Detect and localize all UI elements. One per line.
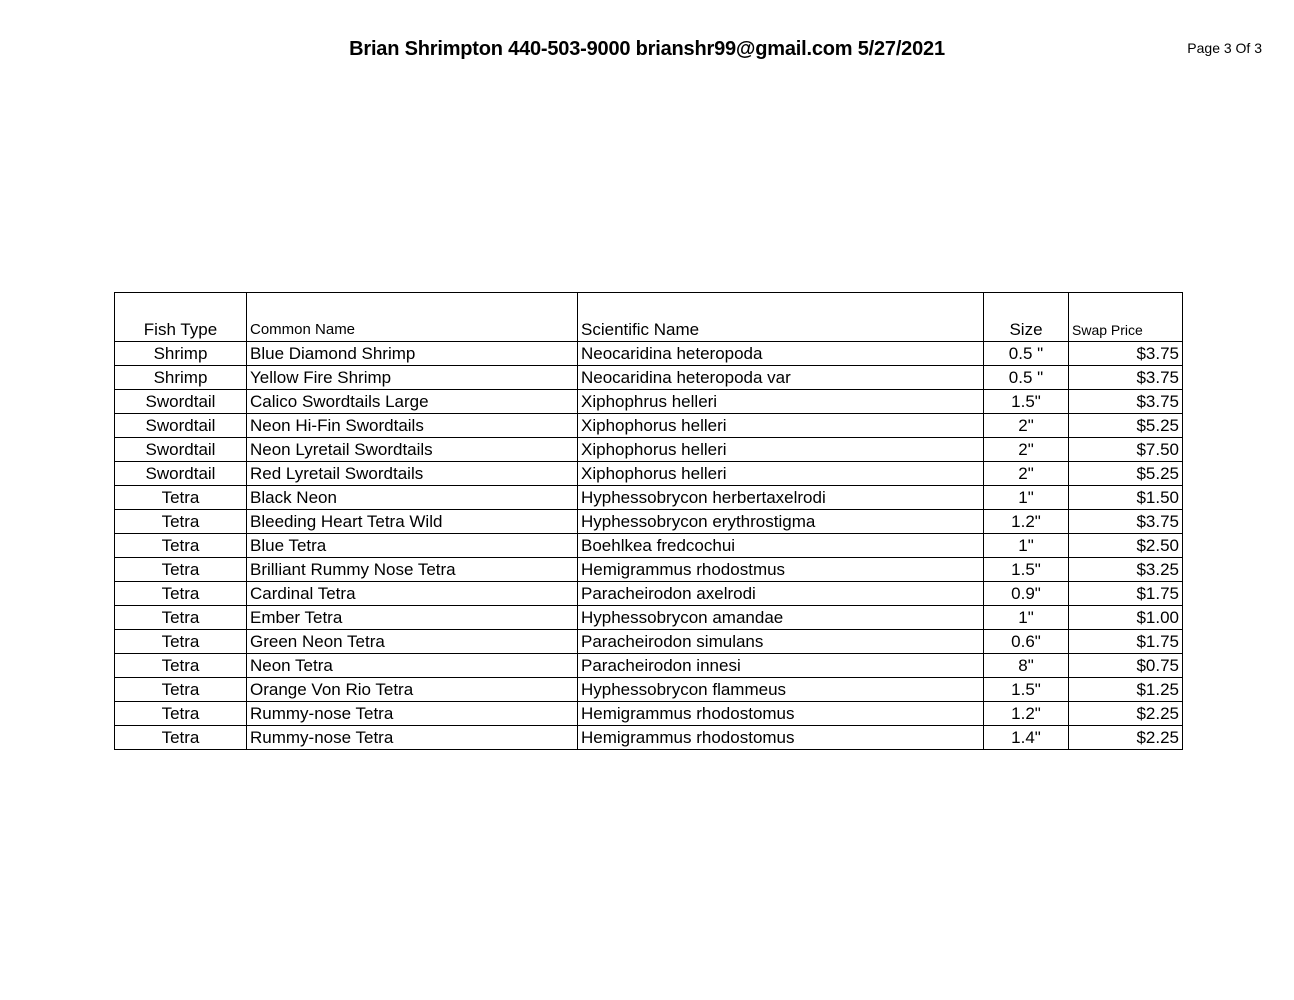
common-name-cell: Neon Tetra — [247, 654, 578, 678]
common-name-cell: Yellow Fire Shrimp — [247, 366, 578, 390]
scientific-name-cell: Xiphophrus helleri — [578, 390, 984, 414]
size-cell: 0.6" — [984, 630, 1069, 654]
swap-price-cell: $3.25 — [1069, 558, 1183, 582]
table-row — [115, 630, 1183, 654]
scientific-name-cell: Hyphessobrycon amandae — [578, 606, 984, 630]
scientific-name-cell: Hemigrammus rhodostomus — [578, 702, 984, 726]
size-cell: 2" — [984, 438, 1069, 462]
scientific-name-cell: Neocaridina heteropoda — [578, 342, 984, 366]
table-row — [115, 390, 1183, 414]
fish-type-cell: Tetra — [115, 582, 247, 606]
size-cell: 0.5 " — [984, 366, 1069, 390]
swap-price-cell: $3.75 — [1069, 366, 1183, 390]
fish-type-cell: Tetra — [115, 702, 247, 726]
table-row — [115, 678, 1183, 702]
common-name-cell: Cardinal Tetra — [247, 582, 578, 606]
size-cell: 1" — [984, 534, 1069, 558]
common-name-cell: Rummy-nose Tetra — [247, 702, 578, 726]
column-header-fish-type: Fish Type — [115, 293, 247, 342]
scientific-name-cell: Paracheirodon innesi — [578, 654, 984, 678]
fish-type-cell: Swordtail — [115, 414, 247, 438]
swap-price-cell: $2.25 — [1069, 726, 1183, 750]
table-row — [115, 702, 1183, 726]
swap-price-cell: $0.75 — [1069, 654, 1183, 678]
scientific-name-cell: Hyphessobrycon herbertaxelrodi — [578, 486, 984, 510]
size-cell: 1" — [984, 606, 1069, 630]
size-cell: 1.4" — [984, 726, 1069, 750]
scientific-name-cell: Xiphophorus helleri — [578, 438, 984, 462]
common-name-cell: Bleeding Heart Tetra Wild — [247, 510, 578, 534]
common-name-cell: Neon Lyretail Swordtails — [247, 438, 578, 462]
common-name-cell: Blue Diamond Shrimp — [247, 342, 578, 366]
swap-price-cell: $3.75 — [1069, 342, 1183, 366]
swap-price-cell: $3.75 — [1069, 510, 1183, 534]
size-cell: 1.2" — [984, 702, 1069, 726]
size-cell: 1.5" — [984, 558, 1069, 582]
fish-type-cell: Swordtail — [115, 438, 247, 462]
table-row — [115, 558, 1183, 582]
column-header-scientific-name: Scientific Name — [578, 293, 984, 342]
fish-type-cell: Tetra — [115, 630, 247, 654]
table-row — [115, 438, 1183, 462]
table-header-row — [115, 293, 1183, 342]
table-row — [115, 726, 1183, 750]
scientific-name-cell: Neocaridina heteropoda var — [578, 366, 984, 390]
size-cell: 1.2" — [984, 510, 1069, 534]
swap-price-cell: $5.25 — [1069, 462, 1183, 486]
table-row — [115, 414, 1183, 438]
scientific-name-cell: Xiphophorus helleri — [578, 414, 984, 438]
size-cell: 0.9" — [984, 582, 1069, 606]
scientific-name-cell: Paracheirodon axelrodi — [578, 582, 984, 606]
swap-price-cell: $7.50 — [1069, 438, 1183, 462]
table-row — [115, 486, 1183, 510]
common-name-cell: Blue Tetra — [247, 534, 578, 558]
common-name-cell: Brilliant Rummy Nose Tetra — [247, 558, 578, 582]
scientific-name-cell: Hemigrammus rhodostomus — [578, 726, 984, 750]
common-name-cell: Red Lyretail Swordtails — [247, 462, 578, 486]
swap-price-cell: $2.25 — [1069, 702, 1183, 726]
fish-type-cell: Tetra — [115, 654, 247, 678]
table-row — [115, 462, 1183, 486]
table-row — [115, 366, 1183, 390]
table-row — [115, 606, 1183, 630]
swap-price-cell: $1.75 — [1069, 630, 1183, 654]
swap-price-cell: $1.25 — [1069, 678, 1183, 702]
swap-price-cell: $2.50 — [1069, 534, 1183, 558]
scientific-name-cell: Hemigrammus rhodostmus — [578, 558, 984, 582]
table-row — [115, 654, 1183, 678]
size-cell: 8" — [984, 654, 1069, 678]
fish-type-cell: Tetra — [115, 726, 247, 750]
fish-type-cell: Shrimp — [115, 366, 247, 390]
swap-price-cell: $3.75 — [1069, 390, 1183, 414]
page-indicator: Page 3 Of 3 — [1187, 40, 1262, 56]
fish-type-cell: Shrimp — [115, 342, 247, 366]
fish-type-cell: Tetra — [115, 486, 247, 510]
common-name-cell: Rummy-nose Tetra — [247, 726, 578, 750]
common-name-cell: Calico Swordtails Large — [247, 390, 578, 414]
column-header-size: Size — [984, 293, 1069, 342]
table-row — [115, 342, 1183, 366]
fish-type-cell: Tetra — [115, 510, 247, 534]
swap-price-cell: $1.75 — [1069, 582, 1183, 606]
scientific-name-cell: Hyphessobrycon erythrostigma — [578, 510, 984, 534]
fish-price-table — [114, 292, 1183, 750]
title-text: Brian Shrimpton 440-503-9000 brianshr99@gmail.com 5/27/2021 — [349, 38, 945, 60]
fish-type-cell: Tetra — [115, 534, 247, 558]
table-body — [115, 342, 1183, 750]
size-cell: 2" — [984, 462, 1069, 486]
common-name-cell: Ember Tetra — [247, 606, 578, 630]
scientific-name-cell: Boehlkea fredcochui — [578, 534, 984, 558]
swap-price-cell: $5.25 — [1069, 414, 1183, 438]
common-name-cell: Green Neon Tetra — [247, 630, 578, 654]
fish-type-cell: Swordtail — [115, 390, 247, 414]
size-cell: 1" — [984, 486, 1069, 510]
size-cell: 1.5" — [984, 678, 1069, 702]
fish-type-cell: Tetra — [115, 606, 247, 630]
size-cell: 0.5 " — [984, 342, 1069, 366]
swap-price-cell: $1.00 — [1069, 606, 1183, 630]
common-name-cell: Black Neon — [247, 486, 578, 510]
scientific-name-cell: Hyphessobrycon flammeus — [578, 678, 984, 702]
table-row — [115, 534, 1183, 558]
fish-type-cell: Tetra — [115, 558, 247, 582]
swap-price-cell: $1.50 — [1069, 486, 1183, 510]
document-title — [0, 38, 1294, 61]
size-cell: 2" — [984, 414, 1069, 438]
size-cell: 1.5" — [984, 390, 1069, 414]
common-name-cell: Orange Von Rio Tetra — [247, 678, 578, 702]
scientific-name-cell: Xiphophorus helleri — [578, 462, 984, 486]
fish-type-cell: Swordtail — [115, 462, 247, 486]
column-header-swap-price: Swap Price — [1069, 293, 1183, 342]
table-row — [115, 582, 1183, 606]
column-header-common-name: Common Name — [247, 293, 578, 342]
scientific-name-cell: Paracheirodon simulans — [578, 630, 984, 654]
table-row — [115, 510, 1183, 534]
fish-type-cell: Tetra — [115, 678, 247, 702]
common-name-cell: Neon Hi-Fin Swordtails — [247, 414, 578, 438]
